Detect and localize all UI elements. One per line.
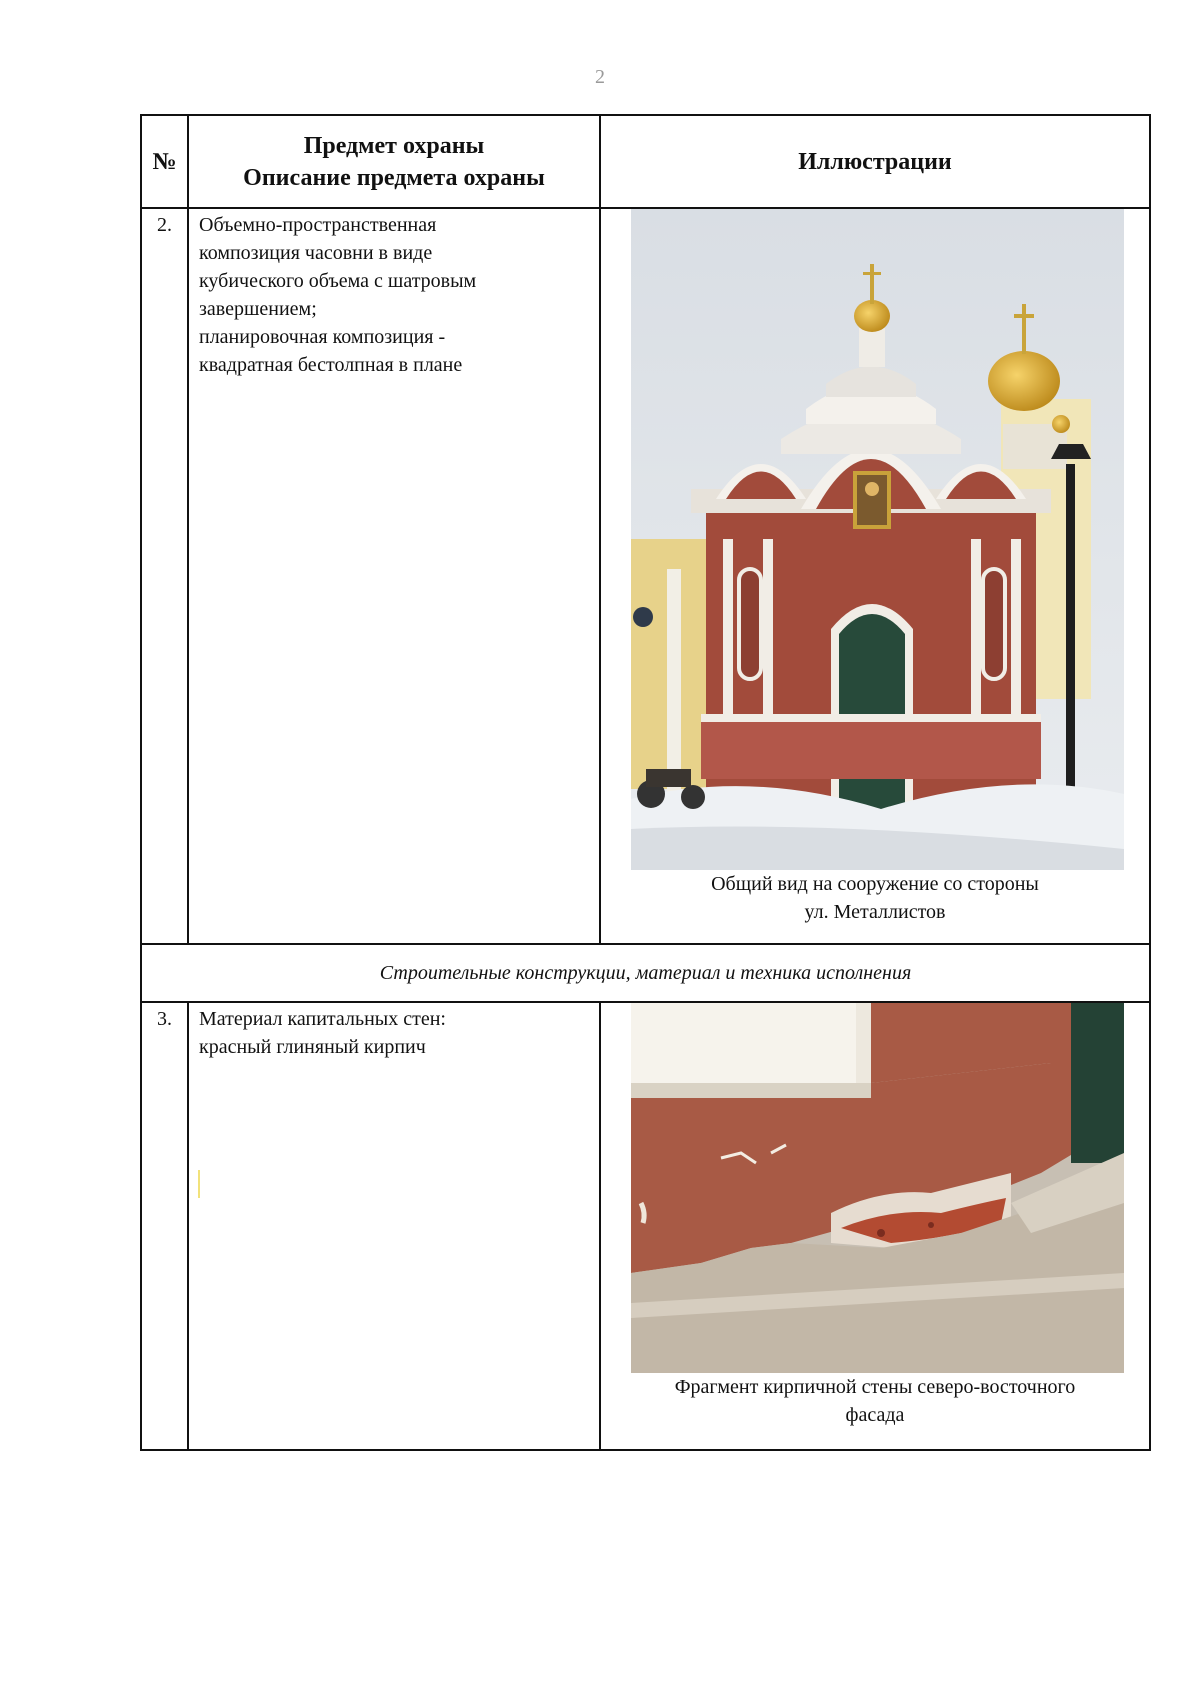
section-title: Строительные конструкции, материал и техника исполнения: [141, 944, 1150, 1002]
brick-wall-photo: [631, 1003, 1124, 1373]
row-description: Материал капитальных стен: красный глиняный кирпич: [188, 1002, 600, 1450]
page-number: 2: [595, 66, 605, 88]
row-description: Объемно-пространственная композиция часовни в виде кубического объема с шатровым завершением; планировочная композиция - квадратная бестолпная в плане: [188, 208, 600, 944]
table-header-row: [141, 115, 1150, 208]
section-header-row: [141, 944, 1150, 1002]
table-row: [141, 1002, 1150, 1450]
header-subject-title: Предмет охраны: [303, 132, 485, 159]
protection-subject-table: [140, 114, 1151, 1451]
photo-caption: Общий вид на сооружение со стороны ул. Металлистов: [711, 873, 1039, 923]
table-row: [141, 208, 1150, 944]
row-illustration: [600, 1002, 1150, 1450]
row-number: 3.: [141, 1002, 188, 1450]
photo-caption: Фрагмент кирпичной стены северо-восточного фасада: [674, 1376, 1076, 1426]
row-illustration: [600, 208, 1150, 944]
row-number: 2.: [141, 208, 188, 944]
chapel-photo: [631, 209, 1124, 870]
header-subject-description: Описание предмета охраны: [243, 164, 545, 191]
header-number: №: [141, 115, 188, 208]
header-illustrations: Иллюстрации: [600, 115, 1150, 208]
text-cursor: [198, 1170, 200, 1198]
header-subject: [188, 115, 600, 208]
